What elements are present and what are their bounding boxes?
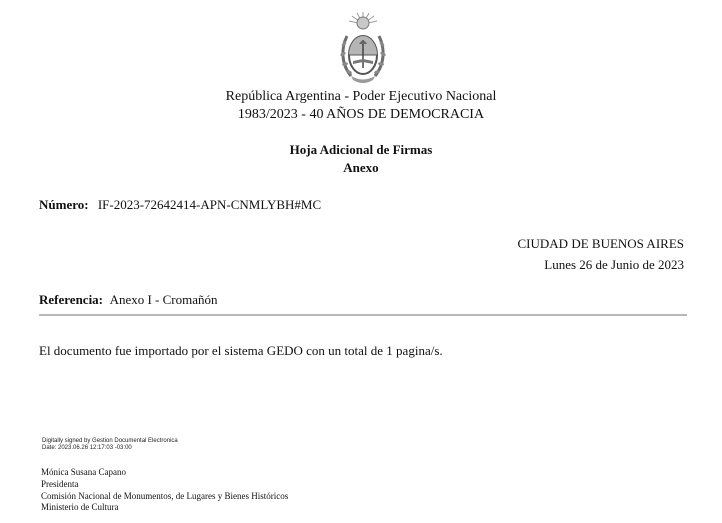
- coat-of-arms-icon: [337, 10, 389, 86]
- header-line-2: 1983/2023 - 40 AÑOS DE DEMOCRACIA: [237, 107, 485, 122]
- reference-value: Anexo I - Cromañón: [109, 292, 218, 307]
- body-text: El documento fue importado por el sistema GEDO con un total de 1 pagina/s.: [39, 343, 443, 358]
- document-number-value: IF-2023-72642414-APN-CNMLYBH#MC: [97, 197, 322, 212]
- document-number: [39, 196, 321, 213]
- document-number-label: Número:: [39, 197, 89, 212]
- document-subtitle: Anexo: [343, 160, 379, 175]
- header-line-1: República Argentina - Poder Ejecutivo Nacional: [225, 89, 497, 104]
- signer-ministry: Ministerio de Cultura: [41, 502, 119, 512]
- divider: [39, 314, 687, 316]
- place-date: Lunes 26 de Junio de 2023: [544, 257, 684, 272]
- reference: [39, 291, 218, 308]
- signer-organization: Comisión Nacional de Monumentos, de Lugares y Bienes Históricos: [41, 491, 289, 501]
- place-city: CIUDAD DE BUENOS AIRES: [517, 236, 684, 251]
- reference-label: Referencia:: [39, 292, 104, 307]
- signer-role: Presidenta: [41, 479, 79, 489]
- signer-name: Mónica Susana Capano: [41, 467, 126, 477]
- digital-signature-line-1: Digitally signed by Gestion Documental Electronica: [42, 438, 178, 444]
- document-title: Hoja Adicional de Firmas: [289, 142, 433, 157]
- digital-signature-date: Date: 2023.06.26 12:17:03 -03:00: [42, 445, 132, 451]
